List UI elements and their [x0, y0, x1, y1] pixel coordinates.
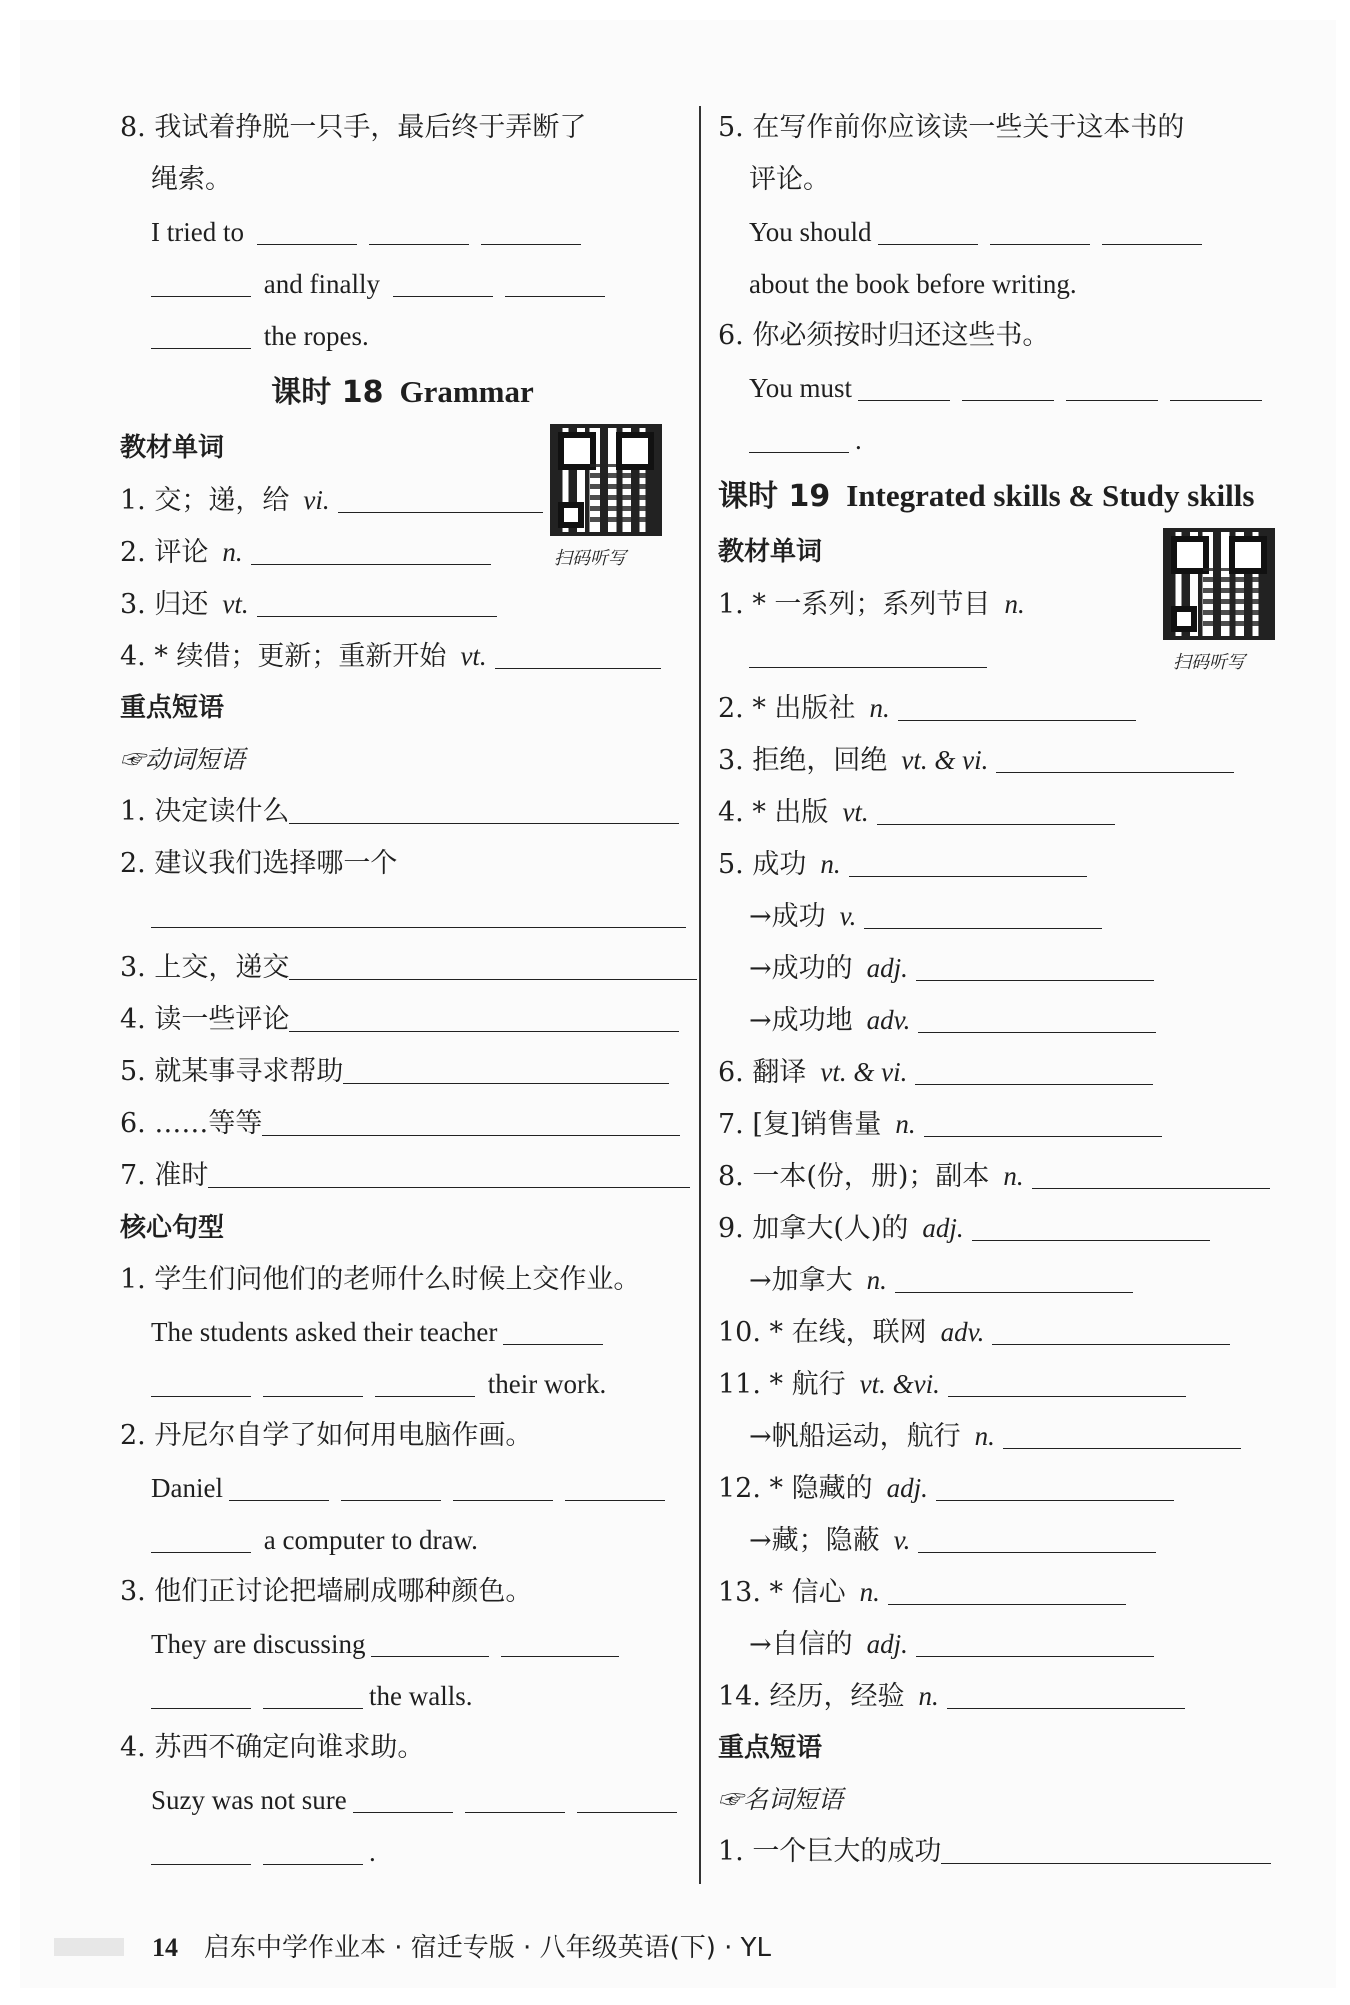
- answer-blank[interactable]: [151, 1363, 251, 1397]
- phrase-item: 5. 就某事寻求帮助: [120, 1046, 685, 1098]
- vocab-item: 10. * 在线，联网 adv.: [718, 1306, 1288, 1358]
- lesson-19-prefix: 课时 19: [718, 479, 831, 514]
- answer-blank[interactable]: [916, 947, 1154, 981]
- vocab-item: 1. * 一系列；系列节目 n.: [718, 589, 1025, 620]
- answer-blank[interactable]: [947, 1675, 1185, 1709]
- answer-blank[interactable]: [151, 1519, 251, 1553]
- phrase-subheading: ☞动词短语: [120, 745, 246, 774]
- vocab-item: →加拿大 n.: [718, 1254, 1288, 1306]
- answer-blank[interactable]: [565, 1467, 665, 1501]
- answer-blank[interactable]: [1102, 211, 1202, 245]
- phrase-item: 4. 读一些评论: [120, 994, 685, 1046]
- q8-en-b: and finally: [263, 269, 380, 299]
- qr-caption: 扫码听写: [1173, 652, 1245, 673]
- q6-en-line2: .: [718, 414, 1288, 466]
- vocab-item: 13. * 信心 n.: [718, 1566, 1288, 1618]
- lesson-18-title: [120, 362, 685, 422]
- answer-blank[interactable]: [263, 1831, 363, 1865]
- answer-blank[interactable]: [895, 1259, 1133, 1293]
- answer-blank[interactable]: [151, 1831, 251, 1865]
- answer-blank[interactable]: [962, 367, 1054, 401]
- lesson-19-vocab: [718, 526, 1288, 1722]
- answer-blank[interactable]: [353, 1779, 453, 1813]
- sentence-3-cn: 3. 他们正讨论把墙刷成哪种颜色。: [120, 1576, 533, 1607]
- answer-blank[interactable]: [481, 211, 581, 245]
- vocab-item: 4. * 续借；更新；重新开始 vt.: [120, 630, 685, 682]
- q8-cn-line1: 8. 我试着挣脱一只手，最后终于弄断了: [120, 112, 587, 143]
- answer-blank[interactable]: [393, 263, 493, 297]
- answer-blank[interactable]: [229, 1467, 329, 1501]
- q8-en-line3: [120, 310, 685, 362]
- answer-blank[interactable]: [465, 1779, 565, 1813]
- vocab-item: 9. 加拿大(人)的 adj.: [718, 1202, 1288, 1254]
- answer-blank[interactable]: [369, 211, 469, 245]
- answer-blank[interactable]: [257, 211, 357, 245]
- sentence-4-en2: .: [120, 1826, 685, 1878]
- vocab-item: 2. * 出版社 n.: [718, 682, 1288, 734]
- page-footer: [152, 1928, 771, 1968]
- q8-cn-line2: 绳索。: [151, 164, 232, 195]
- sentence-2-en: Daniel: [120, 1462, 685, 1514]
- sentence-1-en2: their work.: [120, 1358, 685, 1410]
- sentence-1-en: The students asked their teacher: [120, 1306, 685, 1358]
- vocab-item: 6. 翻译 vt. & vi.: [718, 1046, 1288, 1098]
- phrase-item: 1. 决定读什么: [120, 786, 685, 838]
- vocab-item: 3. 归还 vt.: [120, 578, 685, 630]
- phrase-item: 1. 一个巨大的成功: [718, 1826, 1288, 1878]
- answer-blank[interactable]: [338, 479, 543, 513]
- answer-blank[interactable]: [1003, 1415, 1241, 1449]
- answer-blank[interactable]: [916, 1623, 1154, 1657]
- answer-blank[interactable]: [1032, 1155, 1270, 1189]
- vocab-item: 3. 拒绝，回绝 vt. & vi.: [718, 734, 1288, 786]
- lesson-18-vocab: [120, 422, 685, 682]
- answer-blank[interactable]: [972, 1207, 1210, 1241]
- vocab-item: →成功地 adv.: [718, 994, 1288, 1046]
- answer-blank[interactable]: [341, 1467, 441, 1501]
- phrase-heading: 重点短语: [120, 693, 225, 723]
- answer-blank[interactable]: [289, 790, 679, 824]
- vocab-item: →帆船运动，航行 n.: [718, 1410, 1288, 1462]
- answer-blank[interactable]: [749, 419, 849, 453]
- vocab-answer-line: [718, 630, 1288, 682]
- answer-blank[interactable]: [263, 1363, 363, 1397]
- vocab-item: 5. 成功 n.: [718, 838, 1288, 890]
- answer-blank[interactable]: [503, 1311, 603, 1345]
- q8-en-line2: [120, 258, 685, 310]
- q8-en-line1: [120, 206, 685, 258]
- answer-blank[interactable]: [1170, 367, 1262, 401]
- vocab-item: →成功的 adj.: [718, 942, 1288, 994]
- answer-blank[interactable]: [375, 1363, 475, 1397]
- vocab-item: 8. 一本(份，册)；副本 n.: [718, 1150, 1288, 1202]
- vocab-item: →藏；隐蔽 v.: [718, 1514, 1288, 1566]
- answer-blank[interactable]: [878, 211, 978, 245]
- vocab-heading: 教材单词: [120, 433, 225, 463]
- sentence-2-en2: a computer to draw.: [120, 1514, 685, 1566]
- sentence-3-en2: the walls.: [120, 1670, 685, 1722]
- answer-blank[interactable]: [936, 1467, 1174, 1501]
- answer-blank[interactable]: [371, 1623, 489, 1657]
- lesson-18-name: Grammar: [399, 374, 534, 409]
- lesson-19-name: Integrated skills & Study skills: [846, 478, 1255, 513]
- footer-text: 启东中学作业本 · 宿迁专版 · 八年级英语(下) · YL: [204, 1933, 772, 1963]
- sentence-1-cn: 1. 学生们问他们的老师什么时候上交作业。: [120, 1264, 641, 1295]
- answer-blank[interactable]: [948, 1363, 1186, 1397]
- answer-blank[interactable]: [151, 315, 251, 349]
- phrase-item: 6. ……等等: [120, 1098, 685, 1150]
- vocab-item: 14. 经历，经验 n.: [718, 1670, 1288, 1722]
- workbook-page: [20, 20, 1336, 1988]
- vocab-item: →自信的 adj.: [718, 1618, 1288, 1670]
- answer-blank[interactable]: [263, 1675, 363, 1709]
- answer-blank[interactable]: [257, 583, 497, 617]
- phrase-heading: 重点短语: [718, 1733, 823, 1763]
- answer-blank[interactable]: [577, 1779, 677, 1813]
- answer-blank[interactable]: [898, 687, 1136, 721]
- lesson-19-title: [718, 466, 1288, 526]
- q5-cn-line2: 评论。: [749, 164, 830, 195]
- answer-blank[interactable]: [996, 739, 1234, 773]
- q8-en-a: I tried to: [151, 217, 244, 247]
- answer-blank[interactable]: [990, 211, 1090, 245]
- answer-blank[interactable]: [858, 367, 950, 401]
- answer-blank[interactable]: [941, 1830, 1271, 1864]
- answer-blank[interactable]: [915, 1051, 1153, 1085]
- answer-blank[interactable]: [151, 1675, 251, 1709]
- q5-cn-line1: 5. 在写作前你应该读一些关于这本书的: [718, 112, 1185, 143]
- answer-blank[interactable]: [343, 1050, 669, 1084]
- q5-en-line2: about the book before writing.: [749, 269, 1077, 299]
- answer-blank[interactable]: [262, 1102, 680, 1136]
- answer-blank[interactable]: [1066, 367, 1158, 401]
- phrase-item: 2. 建议我们选择哪一个: [120, 848, 398, 879]
- page-number: 14: [152, 1933, 178, 1962]
- q6-cn: 6. 你必须按时归还这些书。: [718, 320, 1050, 351]
- right-column: [718, 102, 1288, 1878]
- sentence-2-cn: 2. 丹尼尔自学了如何用电脑作画。: [120, 1420, 533, 1451]
- sentence-4-cn: 4. 苏西不确定向谁求助。: [120, 1732, 425, 1763]
- left-column: [120, 102, 685, 1878]
- vocab-item: 1. 交；递，给 vi.: [120, 474, 685, 526]
- vocab-item: →成功 v.: [718, 890, 1288, 942]
- phrase-item: 3. 上交，递交: [120, 942, 685, 994]
- phrase-item: 7. 准时: [120, 1150, 685, 1202]
- sentence-4-en: Suzy was not sure: [120, 1774, 685, 1826]
- vocab-item: 11. * 航行 vt. &vi.: [718, 1358, 1288, 1410]
- corner-mark: [54, 1938, 124, 1956]
- phrase-subheading: ☞名词短语: [718, 1785, 844, 1814]
- vocab-item: 2. 评论 n.: [120, 526, 685, 578]
- column-divider: [699, 106, 701, 1884]
- answer-blank[interactable]: [501, 1623, 619, 1657]
- answer-blank[interactable]: [251, 531, 491, 565]
- vocab-heading: 教材单词: [718, 537, 823, 567]
- answer-blank[interactable]: [208, 1154, 690, 1188]
- vocab-item: 12. * 隐藏的 adj.: [718, 1462, 1288, 1514]
- answer-blank[interactable]: [749, 634, 987, 668]
- vocab-item: 4. * 出版 vt.: [718, 786, 1288, 838]
- q6-en-line1: You must: [718, 362, 1288, 414]
- answer-blank[interactable]: [992, 1311, 1230, 1345]
- lesson-18-prefix: 课时 18: [271, 375, 384, 410]
- vocab-item: 7. [复]销售量 n.: [718, 1098, 1288, 1150]
- qr-caption: 扫码听写: [554, 548, 626, 569]
- answer-blank[interactable]: [888, 1571, 1126, 1605]
- answer-blank[interactable]: [151, 894, 686, 928]
- answer-blank[interactable]: [918, 1519, 1156, 1553]
- answer-blank[interactable]: [505, 263, 605, 297]
- answer-blank[interactable]: [924, 1103, 1162, 1137]
- phrase-answer-line: [120, 890, 685, 942]
- q8-en-c: the ropes.: [263, 321, 369, 351]
- answer-blank[interactable]: [151, 263, 251, 297]
- answer-blank[interactable]: [453, 1467, 553, 1501]
- q5-en-line1: You should: [718, 206, 1288, 258]
- answer-blank[interactable]: [289, 946, 697, 980]
- answer-blank[interactable]: [495, 635, 661, 669]
- sentence-3-en: They are discussing: [120, 1618, 685, 1670]
- answer-blank[interactable]: [864, 895, 1102, 929]
- answer-blank[interactable]: [877, 791, 1115, 825]
- sentence-heading: 核心句型: [120, 1213, 225, 1243]
- answer-blank[interactable]: [289, 998, 679, 1032]
- answer-blank[interactable]: [849, 843, 1087, 877]
- answer-blank[interactable]: [918, 999, 1156, 1033]
